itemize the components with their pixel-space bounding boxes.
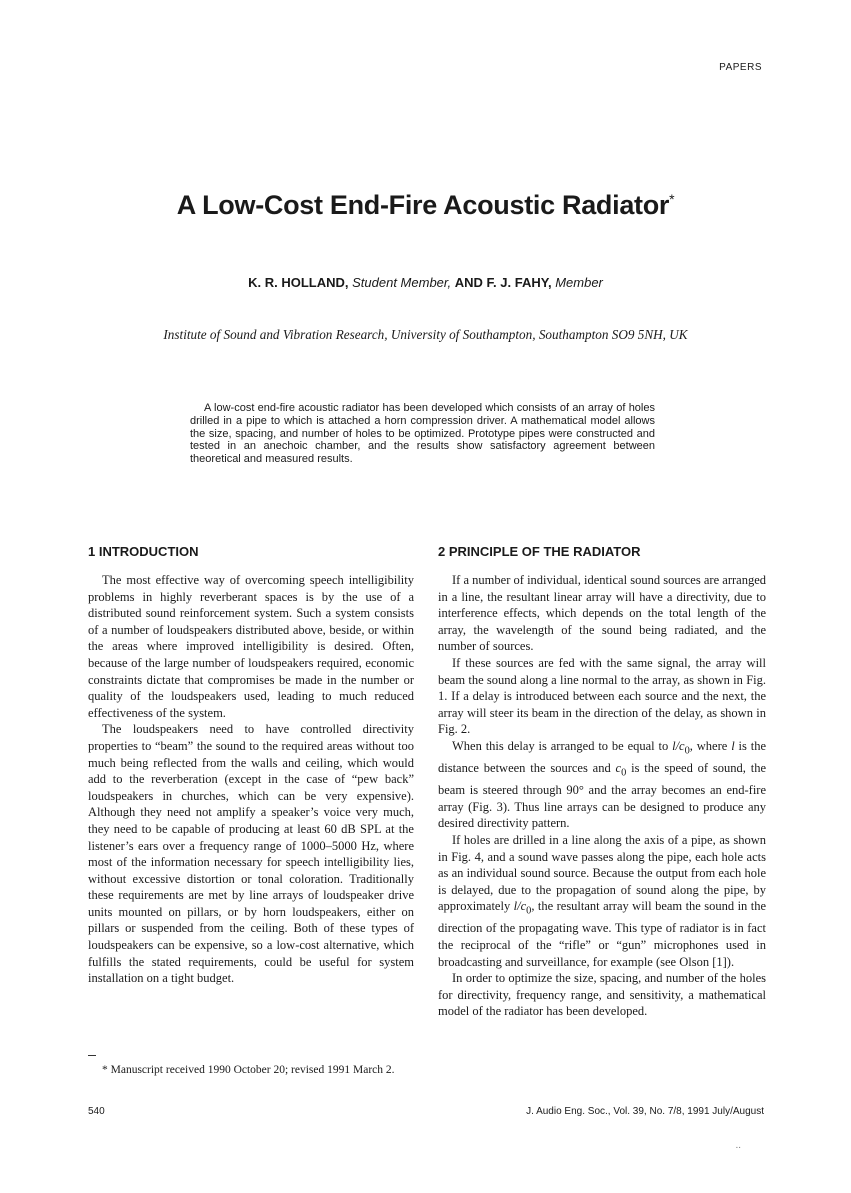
principle-paragraph-1: If a number of individual, identical sound sources are arranged in a line, the resultant linear array will have a directivity, due to interference effects, which depends on the total length of the array, the wavelength of the sound being radiated, and the number of sources. — [438, 573, 766, 654]
title-footnote-mark: * — [669, 191, 675, 207]
abstract: A low-cost end-fire acoustic radiator has been developed which consists of an array of holes drilled in a pipe to which is attached a horn compression driver. A mathematical model allows the size, spacing, and number of holes to be optimized. Prototype pipes were constructed and tested in an anechoic chamber, and the results show satisfactory agreement between theoretical and measured results. — [190, 402, 655, 466]
section-heading-introduction: 1 INTRODUCTION — [88, 544, 199, 559]
intro-paragraph-2: The loudspeakers need to have controlled directivity properties to “beam” the sound to the required areas without too much being reflected from the walls and ceiling, which would add to the reverberation (except in the case of “pew back” loudspeakers in churches, which can be very expensive). Although they need not amplify a speaker’s voice very much, they need to be capable of producing at least 60 dB SPL at the listener’s ears over a frequency range of 1000–5000 Hz, where most of the information necessary for speech intelligibility lies, without excessive distortion or tonal coloration. Traditionally these requirements are met by line arrays of loudspeaker drive units mounted on pillars, or by horn loudspeakers, either on pillars or suspended from the ceiling. Both of these types of loudspeakers can be expensive, so a low-cost alternative, which fulfills the stated requirements, could be useful for system installation on a tight budget. — [88, 722, 414, 986]
p3-text-d: is the speed of sound, the beam is steered through 90° and the array becomes an end-fire array (Fig. 3). Thus line arrays can be designed to produce any desired directivity pattern. — [438, 761, 767, 831]
title-text: A Low-Cost End-Fire Acoustic Radiator — [176, 190, 670, 220]
section-heading-principle: 2 PRINCIPLE OF THE RADIATOR — [438, 544, 641, 559]
author-2-role: Member — [555, 275, 603, 290]
author-connector: AND — [454, 275, 483, 290]
p3-text-c: is the distance between the sources and — [438, 738, 766, 776]
p4-sub: 0 — [526, 905, 532, 917]
author-1-role: Student Member, — [352, 275, 452, 290]
principle-paragraph-4 — [438, 832, 766, 970]
journal-citation: J. Audio Eng. Soc., Vol. 39, No. 7/8, 1991 July/August — [526, 1106, 764, 1117]
left-column — [88, 544, 414, 987]
p4-expr: l/c — [513, 899, 527, 914]
footnote-divider — [88, 1055, 96, 1056]
principle-paragraph-3 — [438, 738, 766, 832]
p3-text-b: , where — [689, 738, 732, 753]
footnote: * Manuscript received 1990 October 20; revised 1991 March 2. — [102, 1064, 395, 1076]
p4-text-a: If holes are drilled in a line along the axis of a pipe, as shown in Fig. 4, and a sound wave passes along the pipe, each hole acts as an individual sound source. Because the output from each hole is delayed, due to the propagation of sound along the pipe, by approximately — [438, 832, 766, 914]
page-number: 540 — [88, 1106, 105, 1117]
p3-text-a: When this delay is arranged to be equal to — [452, 738, 673, 753]
p3-symbol-l: l — [731, 738, 735, 753]
paper-title — [0, 190, 851, 221]
author-1-name: K. R. HOLLAND, — [248, 275, 349, 290]
affiliation: Institute of Sound and Vibration Research, University of Southampton, Southampton SO9 5NH, UK — [163, 327, 688, 342]
section-label: PAPERS — [719, 62, 762, 73]
principle-paragraph-5: In order to optimize the size, spacing, and number of the holes for directivity, frequency range, and sensitivity, a mathematical model of the radiator has been developed. — [438, 971, 766, 1019]
right-column — [438, 544, 766, 1020]
p3-expr-1: l/c — [672, 738, 685, 753]
p3-sub-1: 0 — [684, 745, 690, 757]
intro-paragraph-1: The most effective way of overcoming speech intelligibility problems in highly reverberant spaces is by the use of a distributed sound reinforcement system. Such a system consists of a number of loudspeakers distributed above, beside, or within the areas where improved intelligibility is desired. Often, because of the large number of loudspeakers required, economic constraints dictate that compromises be made in the number or quality of the loudspeakers used, leading to much reduced effectiveness of the system. — [88, 573, 414, 720]
p3-sub-2: 0 — [621, 767, 627, 779]
scan-mark: .. — [735, 1140, 741, 1151]
author-2-name: F. J. FAHY, — [486, 275, 552, 290]
author-line — [0, 275, 851, 290]
p3-symbol-c0: c — [615, 761, 622, 776]
p4-text-b: , the resultant array will beam the sound in the direction of the propagating wave. This type of radiator is in fact the reciprocal of the “rifle” or “gun” microphones used in broadcasting and surveillance, for example (see Olson [1]). — [438, 899, 766, 969]
principle-paragraph-2: If these sources are fed with the same signal, the array will beam the sound along a line normal to the array, as shown in Fig. 1. If a delay is introduced between each source and the next, the array will steer its beam in the direction of the delay, as shown in Fig. 2. — [438, 655, 766, 737]
